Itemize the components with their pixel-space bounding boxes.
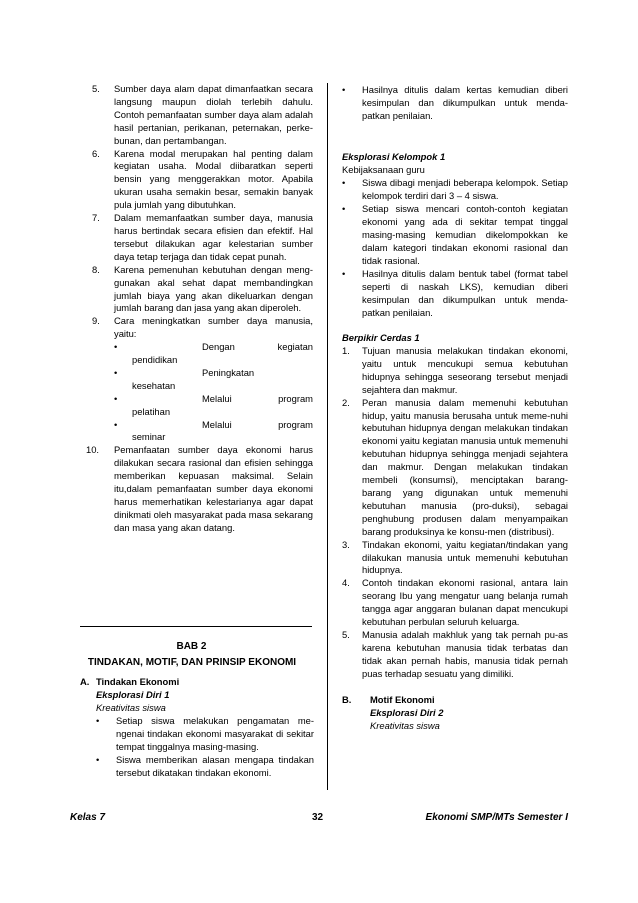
left-column (70, 83, 313, 535)
item-number: 2. (342, 396, 350, 408)
item-number: 4. (342, 577, 350, 589)
bullet-icon: • (342, 84, 346, 95)
item-number: 7. (92, 212, 100, 224)
item-text: Karena pemenuhan kebutuhan dengan meng-gunakan akal sehat dapat membandingkan jumlah biaya yang akan dikeluarkan dengan jumlah barang dan jasa yang akan diperoleh. (114, 263, 313, 314)
section-note: Kebijaksanaan guru (342, 164, 425, 175)
sub-text-c: kesehatan (132, 379, 176, 391)
sub-text-c: seminar (132, 431, 166, 443)
section-title: Tindakan Ekonomi (96, 676, 180, 687)
sub-text-a: Peningkatan (202, 366, 255, 378)
page-number: 32 (312, 812, 324, 823)
item-text: Tujuan manusia melakukan tindakan ekonomi, yaitu untuk mencukupi semua kebutuhan hidupnya sehingga seseorang tersebut menjadi sejahtera dan makmur. (362, 345, 568, 395)
item-text: Dalam memanfaatkan sumber daya, manusia harus bertindak secara efisien dan efektif. Hal tersebut dilakukan agar kelestarian sumber daya tetap terjaga dan tidak cepat punah. (114, 212, 313, 262)
section-note: Kreativitas siswa (370, 719, 440, 731)
list-item (86, 444, 313, 534)
bullet-icon: • (96, 754, 100, 765)
item-text: Hasilnya ditulis dalam kertas kemudian diberi kesimpulan dan dikumpulkan untuk menda-patkan penilaian. (362, 84, 568, 121)
list-item (342, 83, 568, 122)
answer-list-right (342, 345, 568, 681)
bullet-icon: • (342, 203, 346, 214)
footer-class: Kelas 7 (70, 812, 106, 823)
sub-text-b: program (278, 418, 313, 430)
sub-list-item (114, 367, 313, 393)
item-text: Manusia adalah makhluk yang tak pernah pu-as karena kebutuhan manusia tidak terbatas dan tidak akan pernah habis, manusia tidak pernah puas terhadap sesuatu yang dimiliki. (362, 628, 568, 679)
page-footer (70, 812, 568, 826)
item-text: Sumber daya alam dapat dimanfaatkan secara langsung maupun diolah terlebih dahulu. Contoh pemanfaatan sumber daya alam adalah hasil pertanian, perikanan, peternakan, perke-bunan, dan pertambangan. (114, 83, 313, 146)
list-item (342, 539, 568, 578)
sub-list-item (114, 419, 313, 445)
sub-list (114, 341, 313, 444)
section-subtitle: Eksplorasi Kelompok 1 (342, 151, 446, 162)
section-b (342, 693, 568, 732)
bullet-list (342, 83, 568, 122)
item-text: Pemanfaatan sumber daya ekonomi harus dilakukan secara rasional dan efisien sehingga memberikan kepuasan maksimal. Selain itu,dalam pemanfaatan sumber daya ekonomi harus memerhatikan kelestarianya agar dapat dinikmati oleh masyarakat pada masa sekarang dan masa yang akan datang. (114, 444, 313, 533)
item-text: Peran manusia dalam memenuhi kebutuhan hidup, yaitu manusia berusaha untuk meme-nuhi kebutuhan hidupnya dengan melakukan tindakan ekonomi yaitu kegiatan manusia untuk memenuhi kebutuhan hidupnya sehingga menjadi sejahtera dan makmur. Dengan melakukan tindakan membeli (konsumsi), menciptakan barang-barang yang digunakan untuk memenuhi kebutuhan manusia (pro-duksi), sebagai penghubung produsen dalam menyampaikan barang produksinya ke konsu-men (distribusi). (362, 396, 568, 537)
section-subtitle: Eksplorasi Diri 2 (370, 706, 444, 718)
list-item (96, 753, 314, 779)
section-note: Kreativitas siswa (96, 702, 166, 713)
section-a (80, 675, 314, 779)
list-item (92, 315, 313, 444)
item-number: 3. (342, 538, 350, 550)
sub-text-c: pendidikan (132, 354, 178, 366)
item-text: Contoh tindakan ekonomi rasional, antara lain seorang Ibu yang mengatur uang belanja rumah tangga agar anggaran bulanan dapat mencukupi kebutuhan perbulan seluruh keluarga. (362, 577, 568, 628)
list-item (96, 714, 314, 753)
bullet-icon: • (114, 341, 118, 353)
item-text: Karena modal merupakan hal penting dalam kegiatan usaha. Modal diibaratkan seperti bensin yang menggerakkan motor. Apabila ukuran usaha semakin besar, semakin banyak pula jumlah yang dibutuhkan. (114, 147, 313, 211)
item-number: 9. (92, 315, 100, 327)
section-label: A. (80, 676, 90, 687)
item-text: Cara meningkatkan sumber daya manusia, yaitu: (114, 315, 313, 340)
list-item (342, 202, 568, 267)
column-divider (327, 83, 328, 790)
bullet-icon: • (114, 392, 118, 404)
item-number: 6. (92, 147, 100, 159)
list-item (342, 629, 568, 681)
bullet-list (342, 176, 568, 319)
list-item (92, 264, 313, 316)
bullet-icon: • (114, 418, 118, 430)
list-item (342, 397, 568, 539)
footer-book-title: Ekonomi SMP/MTs Semester I (425, 812, 568, 823)
sub-text-a: Dengan (202, 341, 235, 353)
answer-list-left (70, 83, 313, 535)
bullet-icon: • (342, 177, 346, 188)
item-number: 8. (92, 263, 100, 275)
item-number: 5. (92, 83, 100, 94)
item-text: Tindakan ekonomi, yaitu kegiatan/tindakan yang dilakukan manusia untuk memenuhi kebutuhan hidupnya. (362, 538, 568, 576)
section-subtitle: Berpikir Cerdas 1 (342, 332, 420, 343)
sub-text-b: program (278, 392, 313, 404)
sub-list-item (114, 393, 313, 419)
item-number: 1. (342, 345, 350, 356)
section-subtitle: Eksplorasi Diri 1 (96, 689, 170, 700)
list-item (342, 176, 568, 202)
sub-text-c: pelatihan (132, 405, 171, 417)
item-text: Siswa memberikan alasan mengapa tindakan tersebut dikatakan tindakan ekonomi. (116, 754, 314, 778)
item-text: Setiap siswa mencari contoh-contoh kegiatan ekonomi yang ada di sekitar tempat tinggal masing-masing kemudian dikelompokkan ke dalam kategori tindakan ekonomi rasional dan tidak rasional. (362, 203, 568, 266)
bullet-icon: • (96, 715, 100, 726)
chapter-number: BAB 2 (176, 641, 207, 652)
list-item (342, 345, 568, 397)
sub-text-a: Melalui (202, 392, 232, 404)
bullet-icon: • (342, 268, 346, 279)
list-item (92, 212, 313, 264)
item-text: Hasilnya ditulis dalam bentuk tabel (format tabel seperti di naskah LKS), kemudian diberi kesimpulan dan dikumpulkan untuk menda-patkan penilaian. (362, 268, 568, 318)
list-item (92, 148, 313, 213)
list-item (342, 577, 568, 629)
divider (80, 626, 312, 627)
chapter-title: TINDAKAN, MOTIF, DAN PRINSIP EKONOMI (87, 657, 297, 668)
section-label: B. (342, 693, 352, 705)
bullet-icon: • (114, 366, 118, 378)
item-number: 5. (342, 628, 350, 640)
sub-text-a: Melalui (202, 418, 232, 430)
item-text: Siswa dibagi menjadi beberapa kelompok. Setiap kelompok terdiri dari 3 – 4 siswa. (362, 177, 568, 201)
list-item (92, 83, 313, 148)
item-text: Setiap siswa melakukan pengamatan me-ngenai tindakan ekonomi masyarakat di sekitar tempat tinggalnya masing-masing. (116, 715, 314, 752)
sub-text-b: kegiatan (277, 341, 313, 353)
right-column (342, 83, 568, 732)
item-number: 10. (86, 444, 100, 456)
list-item (342, 267, 568, 319)
bullet-list (96, 714, 314, 779)
section-title: Motif Ekonomi (370, 693, 435, 705)
sub-list-item (114, 341, 313, 367)
